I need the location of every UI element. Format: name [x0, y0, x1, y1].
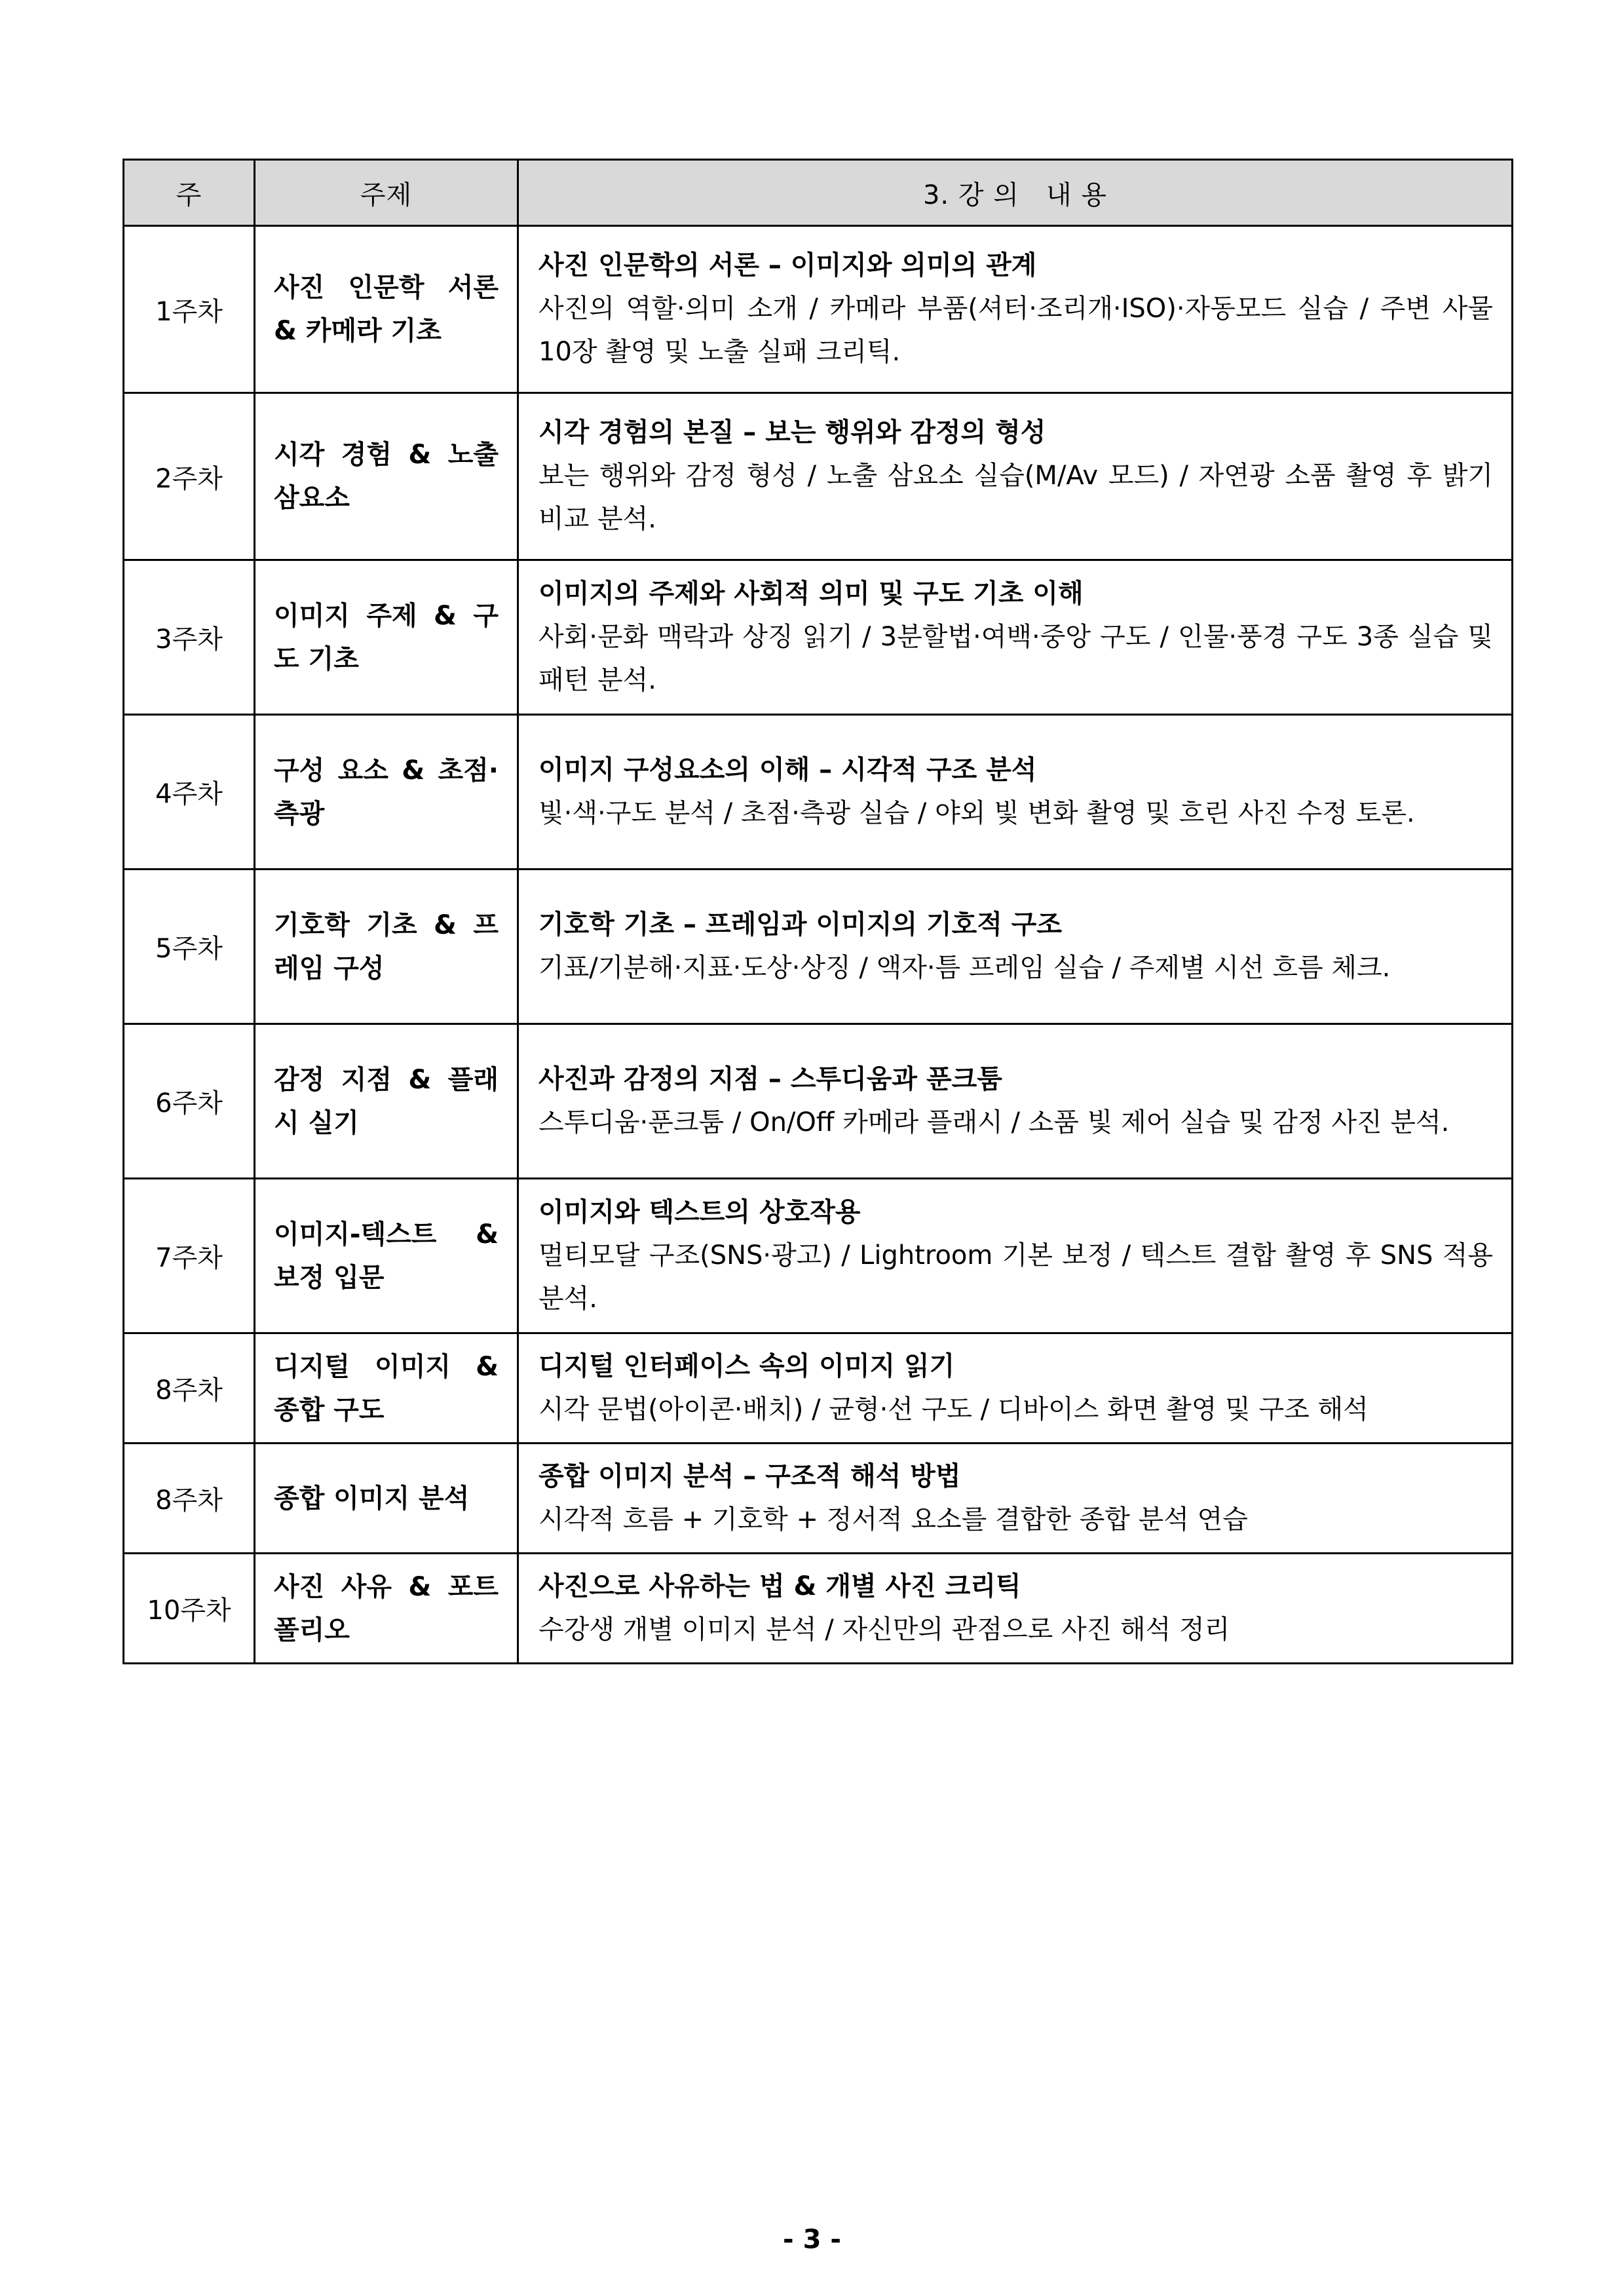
topic-cell: 이미지 주제 & 구도 기초 — [255, 560, 518, 715]
table-row — [124, 870, 1513, 1024]
lecture-schedule-table — [123, 159, 1513, 1664]
content-desc: 보는 행위와 감정 형성 / 노출 삼요소 실습(M/Av 모드) / 자연광 소품 촬영 후 밝기 비교 분석. — [538, 461, 1493, 534]
week-cell: 3주차 — [124, 560, 255, 715]
topic-cell: 기호학 기초 & 프레임 구성 — [255, 870, 518, 1024]
week-cell: 8주차 — [124, 1444, 255, 1554]
content-desc: 사회·문화 맥락과 상징 읽기 / 3분할법·여백·중앙 구도 / 인물·풍경 구도 3종 실습 및 패턴 분석. — [538, 621, 1493, 695]
content-title: 시각 경험의 본질 – 보는 행위와 감정의 형성 — [538, 417, 1046, 448]
content-cell — [518, 1333, 1513, 1444]
week-cell: 5주차 — [124, 870, 255, 1024]
topic-cell: 종합 이미지 분석 — [255, 1444, 518, 1554]
topic-cell: 감정 지점 & 플래시 실기 — [255, 1024, 518, 1179]
content-desc: 시각 문법(아이콘·배치) / 균형·선 구도 / 디바이스 화면 촬영 및 구조 해석 — [538, 1394, 1369, 1425]
week-cell: 8주차 — [124, 1333, 255, 1444]
week-cell: 1주차 — [124, 226, 255, 393]
content-cell — [518, 1444, 1513, 1554]
content-desc: 스투디움·푼크툼 / On/Off 카메라 플래시 / 소품 빛 제어 실습 및 감정 사진 분석. — [538, 1107, 1450, 1138]
header-topic: 주제 — [255, 160, 518, 226]
table-header-row — [124, 160, 1513, 226]
content-desc: 기표/기분해·지표·도상·상징 / 액자·틈 프레임 실습 / 주제별 시선 흐름 체크. — [538, 952, 1391, 983]
table-row — [124, 393, 1513, 560]
topic-cell: 이미지-텍스트 & 보정 입문 — [255, 1179, 518, 1333]
table-row — [124, 1333, 1513, 1444]
content-desc: 시각적 흐름 + 기호학 + 정서적 요소를 결합한 종합 분석 연습 — [538, 1504, 1248, 1535]
content-title: 이미지 구성요소의 이해 – 시각적 구조 분석 — [538, 754, 1037, 785]
content-title: 이미지의 주제와 사회적 의미 및 구도 기초 이해 — [538, 578, 1084, 609]
topic-cell: 구성 요소 & 초점·측광 — [255, 715, 518, 870]
content-title: 이미지와 텍스트의 상호작용 — [538, 1196, 861, 1227]
table-row — [124, 1444, 1513, 1554]
content-cell — [518, 560, 1513, 715]
table-row — [124, 715, 1513, 870]
week-cell: 6주차 — [124, 1024, 255, 1179]
content-title: 사진으로 사유하는 법 & 개별 사진 크리틱 — [538, 1571, 1021, 1601]
table-row — [124, 1024, 1513, 1179]
content-cell — [518, 226, 1513, 393]
content-cell — [518, 1554, 1513, 1664]
topic-cell: 사진 사유 & 포트폴리오 — [255, 1554, 518, 1664]
content-cell — [518, 1179, 1513, 1333]
week-cell: 2주차 — [124, 393, 255, 560]
week-cell: 10주차 — [124, 1554, 255, 1664]
content-cell — [518, 870, 1513, 1024]
content-desc: 빛·색·구도 분석 / 초점·측광 실습 / 야외 빛 변화 촬영 및 흐린 사진 수정 토론. — [538, 797, 1415, 828]
content-cell — [518, 393, 1513, 560]
topic-cell: 사진 인문학 서론 & 카메라 기초 — [255, 226, 518, 393]
topic-cell: 시각 경험 & 노출 삼요소 — [255, 393, 518, 560]
content-cell — [518, 1024, 1513, 1179]
header-week: 주 — [124, 160, 255, 226]
content-cell — [518, 715, 1513, 870]
topic-cell: 디지털 이미지 & 종합 구도 — [255, 1333, 518, 1444]
week-cell: 7주차 — [124, 1179, 255, 1333]
table-row — [124, 226, 1513, 393]
content-desc: 사진의 역할·의미 소개 / 카메라 부품(셔터·조리개·ISO)·자동모드 실습 / 주변 사물 10장 촬영 및 노출 실패 크리틱. — [538, 294, 1493, 367]
content-title: 사진 인문학의 서론 – 이미지와 의미의 관계 — [538, 250, 1037, 280]
table-row — [124, 1179, 1513, 1333]
week-cell: 4주차 — [124, 715, 255, 870]
table-row — [124, 560, 1513, 715]
content-title: 사진과 감정의 지점 – 스투디움과 푼크툼 — [538, 1063, 1002, 1094]
content-desc: 멀티모달 구조(SNS·광고) / Lightroom 기본 보정 / 텍스트 결합 촬영 후 SNS 적용 분석. — [538, 1240, 1493, 1314]
content-title: 종합 이미지 분석 – 구조적 해석 방법 — [538, 1461, 961, 1491]
header-content: 3. 강 의 내 용 — [518, 160, 1513, 226]
page-number: - 3 - — [783, 2225, 841, 2255]
table-row — [124, 1554, 1513, 1664]
content-desc: 수강생 개별 이미지 분석 / 자신만의 관점으로 사진 해석 정리 — [538, 1614, 1230, 1645]
content-title: 기호학 기초 – 프레임과 이미지의 기호적 구조 — [538, 909, 1063, 940]
content-title: 디지털 인터페이스 속의 이미지 읽기 — [538, 1350, 955, 1381]
